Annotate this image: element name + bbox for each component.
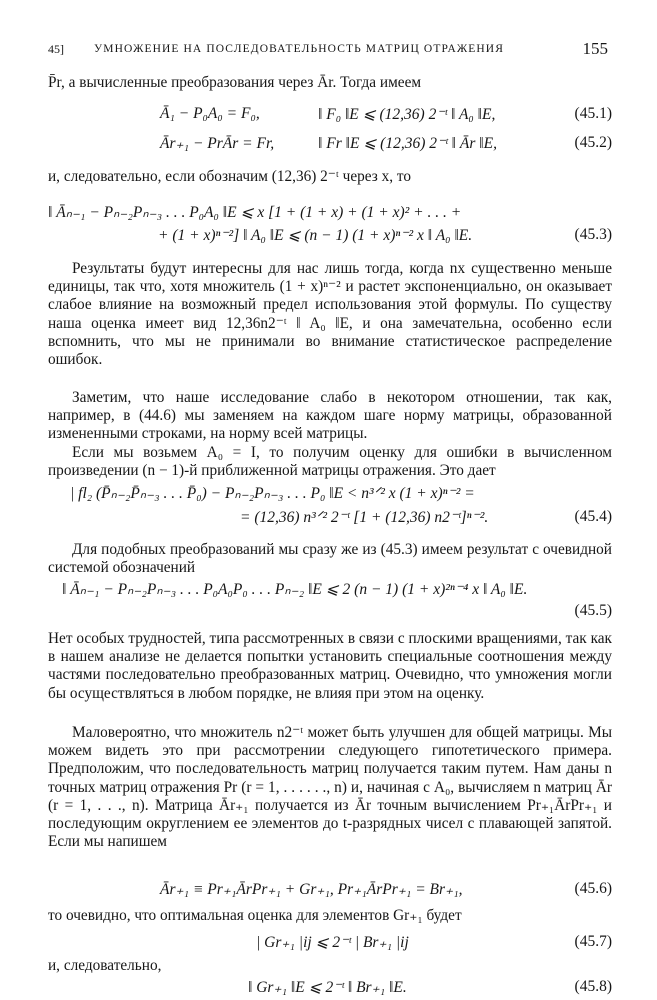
equation-45-2-lhs: Ār₊₁ − PrĀr = Fr, (160, 135, 275, 152)
equation-45-1-rhs: ‖ F₀ ‖E ⩽ (12,36) 2⁻ᵗ ‖ A₀ ‖E, (318, 106, 496, 123)
equation-number-45-4: (45.4) (574, 508, 612, 525)
paragraph-4: Заметим, что наше исследование слабо в некотором отношении, так как, например, в (44.6) мы заменяем на каждом шаге норму матрицы, образованной измененными строками, на норму всей матрицы. (48, 389, 612, 443)
equation-45-6: Ār₊₁ ≡ Pr₊₁ĀrPr₊₁ + Gr₊₁, Pr₊₁ĀrPr₊₁ = Br₊₁, (160, 881, 463, 898)
paragraph-7: Нет особых трудностей, типа рассмотренных в связи с плоскими вращениями, так как в нашем анализе не делается попытки установить специальные соотношения между частями последовательно преобразованных матриц. Очевидно, что умножения могли бы осуществляться в любом порядке, не влияя при этом на оценку. (48, 630, 612, 702)
equation-45-2-rhs: ‖ Fr ‖E ⩽ (12,36) 2⁻ᵗ ‖ Ār ‖E, (318, 135, 497, 152)
equation-number-45-7: (45.7) (574, 933, 612, 950)
equation-45-8: ‖ Gr₊₁ ‖E ⩽ 2⁻ᵗ ‖ Br₊₁ ‖E. (248, 979, 407, 996)
paragraph-6: Для подобных преобразований мы сразу же из (45.3) имеем результат с очевидной системой обозначений (48, 541, 612, 577)
equation-number-45-2: (45.2) (574, 134, 612, 151)
equation-number-45-6: (45.6) (574, 880, 612, 897)
running-header (48, 40, 608, 62)
equation-number-45-5: (45.5) (574, 602, 612, 619)
equation-45-7: | Gr₊₁ |ij ⩽ 2⁻ᵗ | Br₊₁ |ij (256, 934, 409, 951)
equation-number-45-1: (45.1) (574, 105, 612, 122)
equation-45-5-line-1: ‖ Āₙ₋₁ − Pₙ₋₂Pₙ₋₃ . . . P₀A₀P₀ . . . Pₙ₋₂ ‖E ⩽ 2 (n − 1) (1 + x)²ⁿ⁻⁴ x ‖ A₀ ‖E. (62, 581, 528, 598)
page-number: 155 (582, 39, 608, 58)
paragraph-8: Маловероятно, что множитель n2⁻ᵗ может быть улучшен для общей матрицы. Мы можем видеть это при рассмотрении следующего гипотетического примера. Предположим, что последовательность матриц получается таким путем. Нам даны n точных матриц отражения Pr (r = 1, . . . . . ., n) и, начиная с A₀, вычисляем n матриц Ār (r = 1, . . ., n). Матрица Ār₊₁ получается из Ār точным вычислением Pr₊₁ĀrPr₊₁ и последующим округлением ее элементов до t-разрядных чисел с плавающей запятой. Если мы напишем (48, 724, 612, 851)
paragraph-3: Результаты будут интересны для нас лишь тогда, когда nx существенно меньше единицы, так что, хотя множитель (1 + x)ⁿ⁻² и растет экспоненциально, он оказывает слабое влияние на возможный предел использования этой формулы. По существу наша оценка имеет вид 12,36n2⁻ᵗ ‖ A₀ ‖E, и она замечательна, особенно если вспомнить, что мы не принимали во внимание статистическое распределение ошибок. (48, 260, 612, 369)
equation-number-45-8: (45.8) (574, 978, 612, 995)
equation-45-3-line-1: ‖ Āₙ₋₁ − Pₙ₋₂Pₙ₋₃ . . . P₀A₀ ‖E ⩽ x [1 + (1 + x) + (1 + x)² + . . . + (48, 204, 462, 221)
paragraph-2: и, следовательно, если обозначим (12,36) 2⁻ᵗ через x, то (48, 168, 412, 185)
paragraph-1: P̄r, а вычисленные преобразования через Ār. Тогда имеем (48, 74, 422, 91)
paragraph-10: и, следовательно, (48, 957, 162, 974)
section-marker: 45] (48, 42, 64, 56)
running-title: УМНОЖЕНИЕ НА ПОСЛЕДОВАТЕЛЬНОСТЬ МАТРИЦ ОТРАЖЕНИЯ (94, 43, 504, 55)
equation-45-1-lhs: Ā₁ − P₀A₀ = F₀, (160, 105, 260, 122)
equation-45-3-line-2: + (1 + x)ⁿ⁻²] ‖ A₀ ‖E ⩽ (n − 1) (1 + x)ⁿ⁻² x ‖ A₀ ‖E. (158, 227, 473, 244)
paragraph-9: то очевидно, что оптимальная оценка для элементов Gr₊₁ будет (48, 907, 462, 924)
equation-45-4-line-2: = (12,36) n³ᐟ² 2⁻ᵗ [1 + (12,36) n2⁻ᵗ]ⁿ⁻². (240, 509, 489, 526)
equation-45-4-line-1: | fl₂ (P̄ₙ₋₂P̄ₙ₋₃ . . . P̄₀) − Pₙ₋₂Pₙ₋₃ . . . P₀ ‖E < n³ᐟ² x (1 + x)ⁿ⁻² = (70, 485, 475, 502)
paragraph-5: Если мы возьмем A₀ = I, то получим оценку для ошибки в вычисленном произведении (n − 1)-й приближенной матрицы отражения. Это дает (48, 444, 612, 480)
equation-number-45-3: (45.3) (574, 226, 612, 243)
